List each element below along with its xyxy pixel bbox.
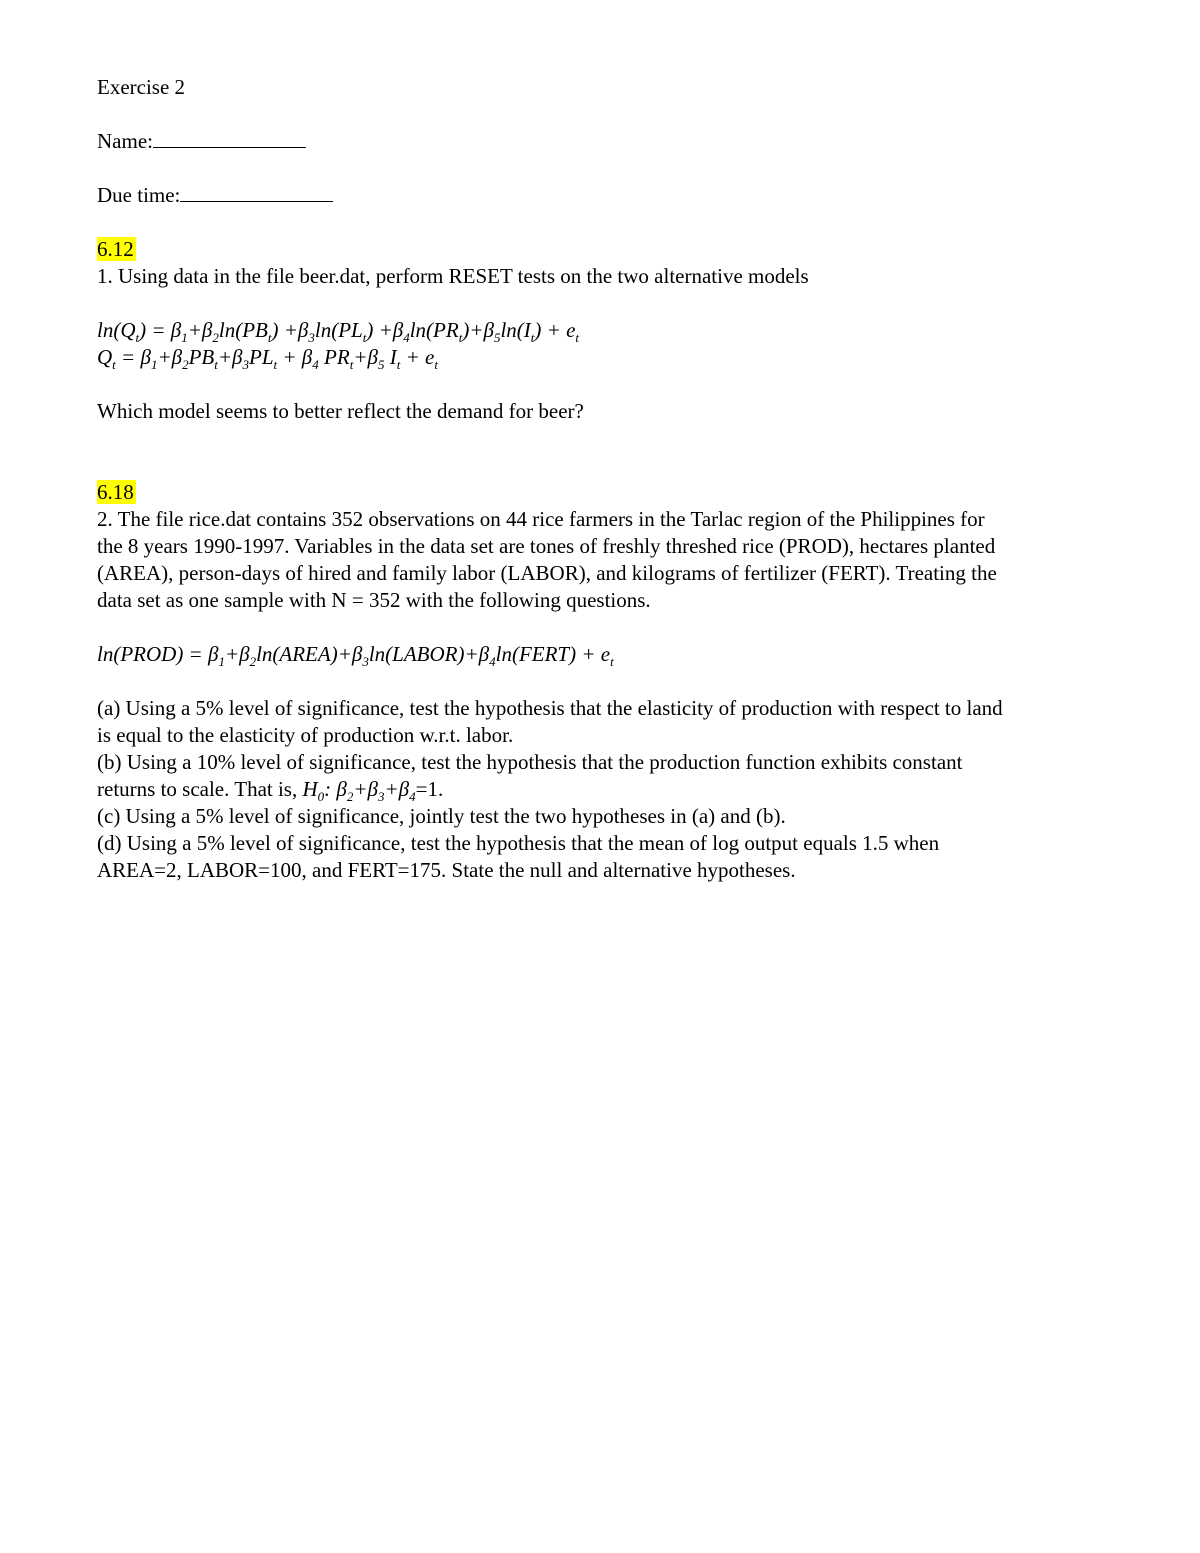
q2-paragraph-line: 2. The file rice.dat contains 352 observations on 44 rice farmers in the Tarlac region of the Philippines for (97, 507, 985, 531)
exercise-title: Exercise 2 (97, 75, 186, 99)
name-blank (153, 129, 306, 148)
due-time-field (97, 182, 333, 208)
q1-question: Which model seems to better reflect the demand for beer? (97, 399, 584, 423)
q1-prompt: 1. Using data in the file beer.dat, perform RESET tests on the two alternative models (97, 264, 809, 288)
q2-part-a: (a) Using a 5% level of significance, test the hypothesis that the elasticity of production with respect to land (97, 696, 1003, 720)
due-time-label: Due time: (97, 183, 181, 207)
name-field (97, 128, 306, 154)
name-label: Name: (97, 129, 153, 153)
q2-number: 6.18 (97, 480, 134, 504)
q2-paragraph-line: the 8 years 1990-1997. Variables in the data set are tones of freshly threshed rice (PROD), hectares planted (97, 534, 996, 558)
q2-part-b: (b) Using a 10% level of significance, test the hypothesis that the production function exhibits constant (97, 750, 963, 774)
q1-equation-linear: $Q_t = \beta_1+\beta_2PB_t+\beta_3PL_t + \beta_4$ $PR_t+\beta_5$ $I_t + e_t$ (97, 345, 438, 373)
q1-equation-log: $\ln(Q_t) = \beta_1+\beta_2\ln(PB_t) +\beta_3\ln(PL_t) +\beta_4\ln(PR_t)+\beta_5\ln(I_t) + e_t$ (97, 318, 580, 346)
q2-part-d: (d) Using a 5% level of significance, test the hypothesis that the mean of log output equals 1.5 when (97, 831, 940, 855)
q2-part-c: (c) Using a 5% level of significance, jointly test the two hypotheses in (a) and (b). (97, 804, 786, 828)
due-time-blank (180, 183, 333, 202)
q2-equation: ln(PROD) = $\beta_1+\beta_2\ln(AREA)+\beta_3\ln(LABOR)+\beta_4\ln(FERT) + e_t$ (97, 642, 614, 670)
q2-part-b-cont: returns to scale. That is, $H_0$: $\beta_2+\beta_3+\beta_4=1$. (97, 777, 444, 805)
q2-paragraph-line: (AREA), person-days of hired and family labor (LABOR), and kilograms of fertilizer (FERT). Treating the (97, 561, 997, 585)
q1-number: 6.12 (97, 237, 134, 261)
q2-paragraph-line: data set as one sample with N = 352 with the following questions. (97, 588, 651, 612)
q2-part-a-cont: is equal to the elasticity of production w.r.t. labor. (97, 723, 514, 747)
q2-part-d-cont: AREA=2, LABOR=100, and FERT=175. State the null and alternative hypotheses. (97, 858, 796, 882)
